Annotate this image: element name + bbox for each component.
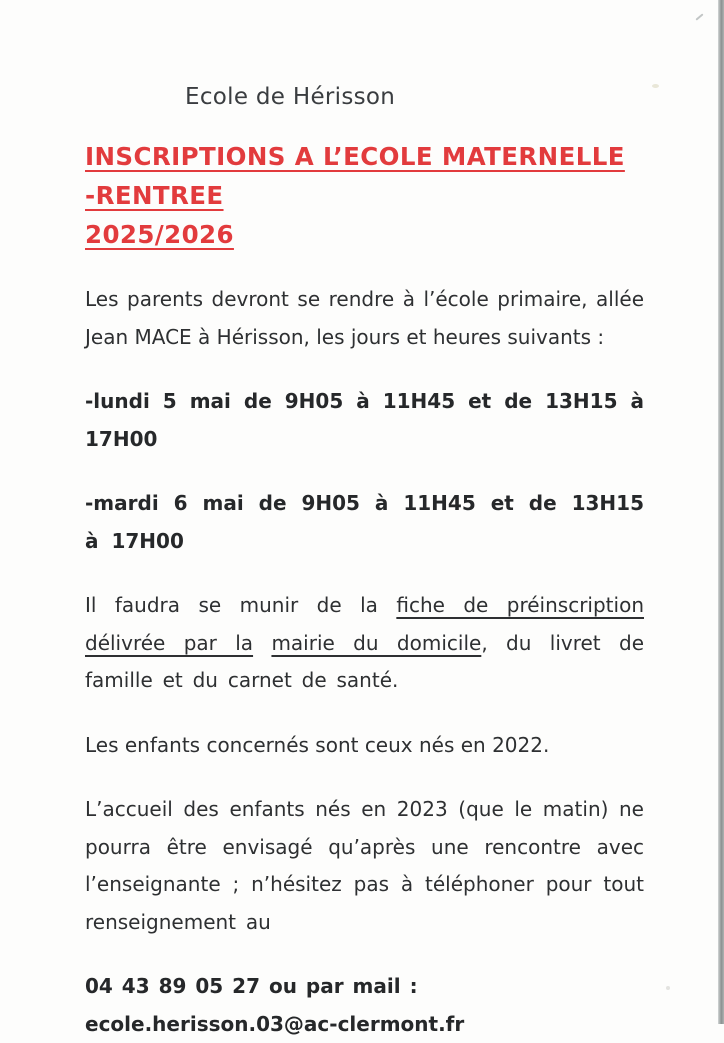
main-heading-line1: INSCRIPTIONS A L’ECOLE MATERNELLE -RENTREE (85, 142, 625, 210)
scanner-edge-shadow (718, 0, 724, 1024)
main-heading-line2: 2025/2026 (85, 220, 234, 249)
paragraph-contact-phone-email: 04 43 89 05 27 ou par mail : ecole.herisson.03@ac-clermont.fr (85, 974, 465, 1036)
paragraph-intro: Les parents devront se rendre à l’école primaire, allée Jean MACE à Hérisson, les jours et heures suivants : (85, 287, 644, 349)
documents-separator (253, 631, 271, 655)
documents-underlined-mairie: mairie du domicile (271, 630, 482, 655)
paragraph-children-2023: L’accueil des enfants nés en 2023 (que le matin) ne pourra être envisagé qu’après une rencontre avec l’enseignante ; n’hésitez pas à téléphoner pour tout renseignement au (85, 797, 644, 934)
documents-text-prefix: Il faudra se munir de la (85, 593, 397, 617)
documents-underlined-preinscription: fiche de préinscription délivrée par la (85, 593, 644, 655)
scan-speck (695, 13, 703, 20)
scan-speck (666, 986, 670, 990)
documents-text-suffix: , du livret de famille et du carnet de santé. (85, 630, 645, 692)
paragraph-required-documents (85, 587, 644, 700)
paragraph-schedule-monday: -lundi 5 mai de 9H05 à 11H45 et de 13H15 à 17H00 (85, 389, 644, 451)
school-name-title: Ecole de Hérisson (185, 84, 396, 110)
scan-speck (652, 84, 659, 88)
paragraph-schedule-tuesday: -mardi 6 mai de 9H05 à 11H45 et de 13H15 à 17H00 (85, 491, 644, 553)
main-heading (85, 137, 644, 254)
paragraph-children-2022: Les enfants concernés sont ceux nés en 2022. (85, 732, 550, 757)
